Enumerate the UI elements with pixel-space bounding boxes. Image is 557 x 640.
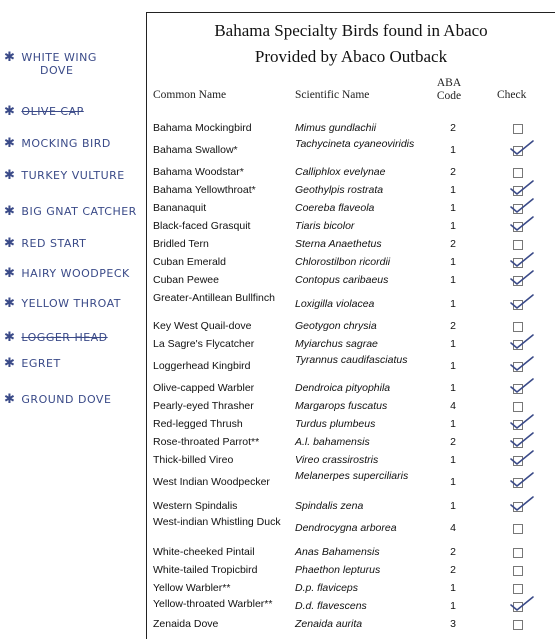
common-name: Yellow-throated Warbler** [153, 598, 273, 610]
bird-row [147, 515, 555, 541]
handwritten-note [4, 266, 130, 281]
scientific-name: Margarops fuscatus [295, 400, 388, 412]
sheet-title: Bahama Specialty Birds found in Abaco [214, 21, 488, 40]
scientific-name: Mimus gundlachii [295, 122, 377, 134]
common-name: Black-faced Grasquit [153, 220, 251, 232]
scientific-name: Dendroica pityophila [295, 382, 391, 394]
aba-code: 1 [450, 256, 456, 268]
aba-code: 1 [450, 202, 456, 214]
aba-code: 1 [450, 582, 456, 594]
column-header-check: Check [497, 89, 527, 101]
check-mark-icon [509, 215, 535, 233]
bird-row [147, 615, 555, 633]
aba-code: 1 [450, 382, 456, 394]
note-text: HAIRY WOODPECK [21, 267, 130, 280]
check-mark-icon [509, 251, 535, 269]
bird-row [147, 561, 555, 579]
bird-row [147, 451, 555, 469]
note-text: RED START [21, 237, 87, 250]
bird-checklist-sheet [146, 12, 555, 639]
check-mark-icon [509, 179, 535, 197]
asterisk-icon: ✱ [4, 104, 16, 119]
bird-row [147, 317, 555, 335]
common-name: Cuban Emerald [153, 256, 226, 268]
check-box[interactable] [513, 548, 523, 558]
aba-code: 1 [450, 144, 456, 156]
bird-row [147, 235, 555, 253]
check-box[interactable] [513, 524, 523, 534]
aba-code: 4 [450, 400, 456, 412]
handwritten-note [4, 296, 121, 311]
aba-code: 1 [450, 274, 456, 286]
check-mark-icon [509, 413, 535, 431]
bird-row [147, 497, 555, 515]
check-box[interactable] [513, 584, 523, 594]
handwritten-note [4, 168, 125, 183]
aba-code: 2 [450, 546, 456, 558]
common-name: West-indian Whistling Duck [153, 516, 281, 528]
bird-row [147, 433, 555, 451]
note-text: GROUND DOVE [21, 393, 112, 406]
scientific-name: Phaethon lepturus [295, 564, 381, 576]
aba-code: 1 [450, 220, 456, 232]
aba-code: 2 [450, 166, 456, 178]
common-name: Cuban Pewee [153, 274, 219, 286]
check-mark-icon [509, 269, 535, 287]
scientific-name: Contopus caribaeus [295, 274, 389, 286]
handwritten-note [4, 104, 84, 119]
handwritten-note [4, 136, 111, 151]
asterisk-icon: ✱ [4, 330, 16, 345]
common-name: Bridled Tern [153, 238, 209, 250]
note-text: TURKEY VULTURE [21, 169, 125, 182]
aba-code: 1 [450, 418, 456, 430]
aba-header-line2: Code [436, 90, 462, 102]
bird-row [147, 397, 555, 415]
aba-code: 2 [450, 122, 456, 134]
common-name: Bahama Woodstar* [153, 166, 244, 178]
bird-row [147, 291, 555, 317]
bird-row [147, 217, 555, 235]
aba-code: 1 [450, 184, 456, 196]
bird-row [147, 253, 555, 271]
column-header-scientific-name: Scientific Name [295, 89, 370, 101]
bird-row [147, 137, 555, 163]
common-name: White-tailed Tropicbird [153, 564, 258, 576]
common-name: Bananaquit [153, 202, 207, 214]
note-text: LOGGER HEAD [21, 331, 108, 344]
aba-code: 1 [450, 500, 456, 512]
check-mark-icon [509, 471, 535, 489]
scientific-name: Geothylpis rostrata [295, 184, 384, 196]
common-name: Red-legged Thrush [153, 418, 243, 430]
asterisk-icon: ✱ [4, 50, 16, 65]
scientific-name: Spindalis zena [295, 500, 364, 512]
scientific-name: Coereba flaveola [295, 202, 375, 214]
common-name: La Sagre's Flycatcher [153, 338, 255, 350]
scientific-name: Melanerpes superciliaris [295, 470, 409, 482]
asterisk-icon: ✱ [4, 136, 16, 151]
asterisk-icon: ✱ [4, 204, 16, 219]
bird-row [147, 181, 555, 199]
asterisk-icon: ✱ [4, 236, 16, 251]
common-name: Bahama Yellowthroat* [153, 184, 256, 196]
scientific-name: Calliphlox evelynae [295, 166, 386, 178]
common-name: Yellow Warbler** [153, 582, 231, 594]
asterisk-icon: ✱ [4, 296, 16, 311]
check-box[interactable] [513, 322, 523, 332]
bird-row [147, 579, 555, 597]
scientific-name: Vireo crassirostris [295, 454, 379, 466]
common-name: Loggerhead Kingbird [153, 360, 251, 372]
check-box[interactable] [513, 402, 523, 412]
check-box[interactable] [513, 566, 523, 576]
bird-row [147, 415, 555, 433]
bird-row [147, 271, 555, 289]
note-text: EGRET [21, 357, 61, 370]
common-name: Key West Quail-dove [153, 320, 252, 332]
scientific-name: Myiarchus sagrae [295, 338, 378, 350]
handwritten-note [40, 64, 73, 77]
scientific-name: Chlorostilbon ricordii [295, 256, 391, 268]
aba-code: 4 [450, 522, 456, 534]
common-name: Olive-capped Warbler [153, 382, 255, 394]
scientific-name: Turdus plumbeus [295, 418, 376, 430]
aba-code: 1 [450, 600, 456, 612]
check-mark-icon [509, 431, 535, 449]
note-text: OLIVE CAP [21, 105, 84, 118]
aba-code: 3 [450, 618, 456, 630]
scientific-name: Loxigilla violacea [295, 298, 375, 310]
scientific-name: Tachycineta cyaneoviridis [295, 138, 415, 150]
check-mark-icon [509, 139, 535, 157]
handwritten-note [4, 236, 86, 251]
check-mark-icon [509, 449, 535, 467]
asterisk-icon: ✱ [4, 168, 16, 183]
check-mark-icon [509, 495, 535, 513]
asterisk-icon: ✱ [4, 266, 16, 281]
scientific-name: Zenaida aurita [295, 618, 363, 630]
common-name: Thick-billed Vireo [153, 454, 234, 466]
scientific-name: D.p. flaviceps [295, 582, 359, 594]
aba-code: 2 [450, 436, 456, 448]
note-text: YELLOW THROAT [21, 297, 121, 310]
aba-header-line1: ABA [436, 77, 462, 89]
asterisk-icon: ✱ [4, 392, 16, 407]
handwritten-notes [0, 0, 146, 640]
aba-code: 1 [450, 360, 456, 372]
bird-row [147, 199, 555, 217]
bird-row [147, 379, 555, 397]
handwritten-note [4, 50, 97, 65]
common-name: Bahama Swallow* [153, 144, 238, 156]
scientific-name: Anas Bahamensis [295, 546, 380, 558]
scientific-name: A.l. bahamensis [295, 436, 370, 448]
common-name: Zenaida Dove [153, 618, 219, 630]
check-mark-icon [509, 197, 535, 215]
bird-row [147, 163, 555, 181]
check-box[interactable] [513, 620, 523, 630]
check-box[interactable] [513, 124, 523, 134]
note-text: MOCKING BIRD [21, 137, 111, 150]
scientific-name: Dendrocygna arborea [295, 522, 397, 534]
scientific-name: Tiaris bicolor [295, 220, 355, 232]
bird-row [147, 353, 555, 379]
aba-code: 1 [450, 338, 456, 350]
aba-code: 1 [450, 454, 456, 466]
check-mark-icon [509, 333, 535, 351]
handwritten-note [4, 392, 111, 407]
common-name: Rose-throated Parrot** [153, 436, 260, 448]
aba-code: 1 [450, 476, 456, 488]
scientific-name: D.d. flavescens [295, 600, 367, 612]
common-name: Pearly-eyed Thrasher [153, 400, 254, 412]
handwritten-note [4, 356, 61, 371]
note-text: DOVE [40, 64, 74, 77]
bird-row [147, 543, 555, 561]
common-name: Western Spindalis [153, 500, 238, 512]
handwritten-note [4, 204, 137, 219]
scientific-name: Sterna Anaethetus [295, 238, 382, 250]
column-header-common-name: Common Name [153, 89, 227, 101]
scientific-name: Tyrannus caudifasciatus [295, 354, 408, 366]
handwritten-note [4, 330, 108, 345]
check-box[interactable] [513, 168, 523, 178]
bird-row [147, 597, 555, 615]
note-text: WHITE WING [21, 51, 97, 64]
asterisk-icon: ✱ [4, 356, 16, 371]
scientific-name: Geotygon chrysia [295, 320, 377, 332]
common-name: White-cheeked Pintail [153, 546, 255, 558]
common-name: Bahama Mockingbird [153, 122, 252, 134]
aba-code: 2 [450, 238, 456, 250]
aba-code: 2 [450, 320, 456, 332]
check-mark-icon [509, 595, 535, 613]
common-name: Greater-Antillean Bullfinch [153, 292, 275, 304]
bird-row [147, 119, 555, 137]
bird-row [147, 469, 555, 495]
check-mark-icon [509, 293, 535, 311]
check-box[interactable] [513, 240, 523, 250]
note-text: BIG GNAT CATCHER [21, 205, 137, 218]
check-mark-icon [509, 377, 535, 395]
check-mark-icon [509, 355, 535, 373]
bird-row [147, 335, 555, 353]
aba-code: 1 [450, 298, 456, 310]
aba-code: 2 [450, 564, 456, 576]
sheet-subtitle: Provided by Abaco Outback [254, 47, 448, 66]
column-header-aba-code [429, 77, 469, 103]
common-name: West Indian Woodpecker [153, 476, 270, 488]
